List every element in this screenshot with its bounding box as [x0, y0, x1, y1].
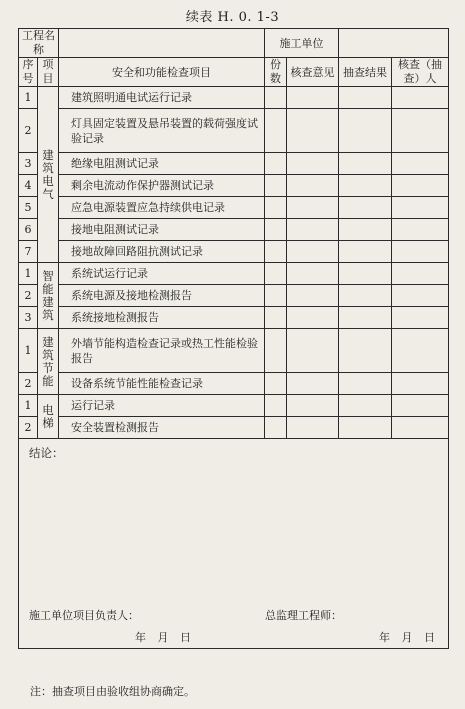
- copies-cell[interactable]: [265, 395, 287, 417]
- inspector-cell[interactable]: [392, 417, 449, 439]
- result-cell[interactable]: [339, 307, 392, 329]
- inspector-cell[interactable]: [392, 197, 449, 219]
- check-item: 系统电源及接地检测报告: [59, 285, 265, 307]
- col-result: 抽查结果: [339, 58, 392, 87]
- copies-cell[interactable]: [265, 329, 287, 373]
- conclusion-row: [19, 439, 449, 649]
- review-cell[interactable]: [287, 197, 339, 219]
- row-number: 7: [19, 241, 38, 263]
- table-row: [19, 263, 449, 285]
- column-header-row: [19, 58, 449, 87]
- row-number: 6: [19, 219, 38, 241]
- result-cell[interactable]: [339, 153, 392, 175]
- inspector-cell[interactable]: [392, 263, 449, 285]
- copies-cell[interactable]: [265, 153, 287, 175]
- contractor-lead-signature: 施工单位项目负责人：: [29, 609, 139, 622]
- row-number: 2: [19, 285, 38, 307]
- check-item: 外墙节能构造检查记录或热工性能检验报告: [59, 329, 265, 373]
- check-item: 安全装置检测报告: [59, 417, 265, 439]
- result-cell[interactable]: [339, 109, 392, 153]
- review-cell[interactable]: [287, 109, 339, 153]
- check-item: 系统接地检测报告: [59, 307, 265, 329]
- copies-cell[interactable]: [265, 373, 287, 395]
- table-row: [19, 197, 449, 219]
- category-cell: [38, 395, 59, 439]
- row-number: 1: [19, 87, 38, 109]
- col-category: 项目: [38, 58, 59, 87]
- check-item: 建筑照明通电试运行记录: [59, 87, 265, 109]
- conclusion-label: 结论：: [29, 446, 64, 460]
- project-name-label: 工程名称: [19, 29, 59, 58]
- row-number: 1: [19, 395, 38, 417]
- check-item: 系统试运行记录: [59, 263, 265, 285]
- table-row: [19, 329, 449, 373]
- table-row: [19, 87, 449, 109]
- table-row: [19, 175, 449, 197]
- inspector-cell[interactable]: [392, 329, 449, 373]
- copies-cell[interactable]: [265, 109, 287, 153]
- row-number: 5: [19, 197, 38, 219]
- contractor-label: 施工单位: [265, 29, 339, 58]
- inspector-cell[interactable]: [392, 109, 449, 153]
- table-row: [19, 285, 449, 307]
- table-row: [19, 307, 449, 329]
- result-cell[interactable]: [339, 285, 392, 307]
- result-cell[interactable]: [339, 197, 392, 219]
- result-cell[interactable]: [339, 373, 392, 395]
- copies-cell[interactable]: [265, 87, 287, 109]
- row-number: 2: [19, 373, 38, 395]
- copies-cell[interactable]: [265, 219, 287, 241]
- inspector-cell[interactable]: [392, 219, 449, 241]
- category-label: 建 筑 节 能: [42, 334, 54, 388]
- chief-supervisor-signature: 总监理工程师：: [265, 609, 342, 622]
- review-cell[interactable]: [287, 87, 339, 109]
- table-row: [19, 153, 449, 175]
- result-cell[interactable]: [339, 87, 392, 109]
- category-cell: [38, 87, 59, 263]
- inspector-cell[interactable]: [392, 241, 449, 263]
- copies-cell[interactable]: [265, 197, 287, 219]
- review-cell[interactable]: [287, 241, 339, 263]
- inspector-cell[interactable]: [392, 373, 449, 395]
- check-item: 绝缘电阻测试记录: [59, 153, 265, 175]
- review-cell[interactable]: [287, 285, 339, 307]
- category-label: 智 能 建 筑: [42, 268, 54, 322]
- review-cell[interactable]: [287, 329, 339, 373]
- col-review: 核查意见: [287, 58, 339, 87]
- col-seq: 序号: [19, 58, 38, 87]
- category-label: 建 筑 电 气: [42, 147, 54, 201]
- copies-cell[interactable]: [265, 307, 287, 329]
- review-cell[interactable]: [287, 395, 339, 417]
- review-cell[interactable]: [287, 373, 339, 395]
- row-number: 4: [19, 175, 38, 197]
- copies-cell[interactable]: [265, 175, 287, 197]
- table-row: [19, 373, 449, 395]
- table-row: [19, 219, 449, 241]
- footnote: 注：抽查项目由验收组协商确定。: [30, 685, 195, 698]
- review-cell[interactable]: [287, 417, 339, 439]
- check-item: 接地故障回路阻抗测试记录: [59, 241, 265, 263]
- copies-cell[interactable]: [265, 417, 287, 439]
- copies-cell[interactable]: [265, 241, 287, 263]
- row-number: 1: [19, 263, 38, 285]
- inspector-cell[interactable]: [392, 285, 449, 307]
- check-item: 设备系统节能性能检查记录: [59, 373, 265, 395]
- check-item: 灯具固定装置及悬吊装置的载荷强度试验记录: [59, 109, 265, 153]
- project-name-value[interactable]: [59, 29, 265, 58]
- result-cell[interactable]: [339, 219, 392, 241]
- result-cell[interactable]: [339, 395, 392, 417]
- row-number: 3: [19, 307, 38, 329]
- result-cell[interactable]: [339, 417, 392, 439]
- date-right: 年 月 日: [379, 631, 436, 644]
- review-cell[interactable]: [287, 175, 339, 197]
- col-copies: 份数: [265, 58, 287, 87]
- category-label: 电 梯: [42, 402, 54, 430]
- row-number: 2: [19, 109, 38, 153]
- check-item: 运行记录: [59, 395, 265, 417]
- table-row: [19, 417, 449, 439]
- check-item: 应急电源装置应急持续供电记录: [59, 197, 265, 219]
- inspector-cell[interactable]: [392, 153, 449, 175]
- review-cell[interactable]: [287, 263, 339, 285]
- check-item: 接地电阻测试记录: [59, 219, 265, 241]
- row-number: 1: [19, 329, 38, 373]
- table-row: [19, 395, 449, 417]
- inspector-cell[interactable]: [392, 87, 449, 109]
- result-cell[interactable]: [339, 241, 392, 263]
- review-cell[interactable]: [287, 307, 339, 329]
- col-inspector: 核查（抽查）人: [392, 58, 449, 87]
- row-number: 2: [19, 417, 38, 439]
- col-item: 安全和功能检查项目: [59, 58, 265, 87]
- date-left: 年 月 日: [135, 631, 192, 644]
- review-cell[interactable]: [287, 219, 339, 241]
- inspector-cell[interactable]: [392, 307, 449, 329]
- copies-cell[interactable]: [265, 285, 287, 307]
- table-row: [19, 109, 449, 153]
- result-cell[interactable]: [339, 263, 392, 285]
- category-cell: [38, 329, 59, 395]
- contractor-value[interactable]: [339, 29, 449, 58]
- row-number: 3: [19, 153, 38, 175]
- inspector-cell[interactable]: [392, 175, 449, 197]
- result-cell[interactable]: [339, 175, 392, 197]
- copies-cell[interactable]: [265, 263, 287, 285]
- table-row: [19, 241, 449, 263]
- inspection-form-table: [18, 28, 449, 649]
- check-item: 剩余电流动作保护器测试记录: [59, 175, 265, 197]
- project-header-row: [19, 29, 449, 58]
- table-caption: 续表 H. 0. 1-3: [185, 10, 280, 25]
- conclusion-cell[interactable]: [19, 439, 449, 649]
- category-cell: [38, 263, 59, 329]
- inspector-cell[interactable]: [392, 395, 449, 417]
- review-cell[interactable]: [287, 153, 339, 175]
- result-cell[interactable]: [339, 329, 392, 373]
